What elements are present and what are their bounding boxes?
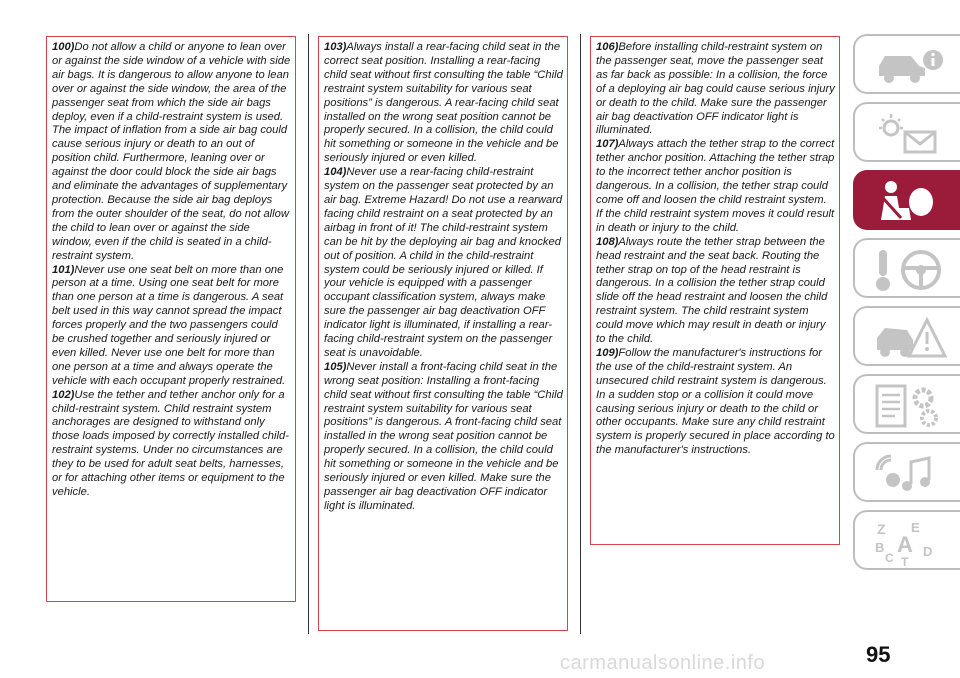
page-number: 95 xyxy=(866,642,891,667)
column-divider xyxy=(580,34,581,634)
car-warning-triangle-icon xyxy=(871,314,951,362)
alphabetical-index-icon xyxy=(871,518,951,566)
svg-text:Z: Z xyxy=(877,521,886,537)
tab-index[interactable] xyxy=(853,510,960,570)
watermark: carmanualsonline.info xyxy=(560,652,766,674)
airbag-seatbelt-icon xyxy=(871,178,951,226)
svg-text:C: C xyxy=(885,551,894,565)
tab-dashboard-lights[interactable] xyxy=(853,102,960,162)
svg-text:E: E xyxy=(911,520,920,535)
warning-105: 105)Never install a front-facing child seat in the wrong seat position: Installing a front-facing child seat without first consulting the table “Child restraint system suitability for various seat positions” is dangerous. A front-facing child seat installed in the wrong seat position cannot be properly secured. In a collision, the child could hit something or someone in the vehicle and be seriously injured or even killed. Make sure the passenger air bag deactivation OFF indicator light is illuminated. xyxy=(324,360,563,512)
warning-108: 108)Always route the tether strap between the head restraint and the seat back. Routing the tether strap on top of the head restraint is dangerous. In a collision the tether strap could slide off the head restraint and loosen the child restraint system. The child restraint system could move which may result in death or injury to the child. xyxy=(596,235,828,346)
warning-box-column-3 xyxy=(590,36,840,545)
warning-107: 107)Always attach the tether strap to the correct tether anchor position. Attaching the tether strap to the incorrect tether anchor position is dangerous. In a collision, the tether strap could come off and loosen the child restraint system. If the child restraint system moves it could result in death or injury to the child. xyxy=(596,138,835,234)
key-steering-wheel-icon xyxy=(871,246,951,294)
warning-103: 103)Always install a rear-facing child seat in the correct seat position. Installing a rear-facing child seat without first consulting the table “Child restraint system suitability for various seat positions” is dangerous. A rear-facing child seat installed on the wrong seat position cannot be properly secured. In a collision, the child could hit something or someone in the vehicle and be seriously injured or even killed. xyxy=(324,41,563,165)
tab-car-info[interactable] xyxy=(853,34,960,94)
warning-102: 102)Use the tether and tether anchor only for a child-restraint system. Child restraint system anchorages are designed to withstand only those loads imposed by correctly installed child-restraint systems. Under no circumstances are they to be used for adult seat belts, harnesses, or for attaching other items or equipment to the vehicle. xyxy=(52,388,289,498)
maintenance-gear-icon xyxy=(871,382,951,430)
svg-text:T: T xyxy=(901,555,909,566)
svg-text:B: B xyxy=(875,540,885,555)
svg-text:D: D xyxy=(923,544,933,559)
warning-box-column-1 xyxy=(46,36,296,602)
warning-109: 109)Follow the manufacturer's instructions for the use of the child-restraint system. An unsecured child restraint system is dangerous. In a sudden stop or a collision it could move causing serious injury or death to the child or other occupants. Make sure any child restraint system is properly secured in place according to the manufacturer's instructions. xyxy=(596,346,835,457)
warning-104: 104)Never use a rear-facing child-restraint system on the passenger seat protected by an air bag. Extreme Hazard! Do not use a rearward facing child restraint on a seat protected by an airbag in front of it! The child-restraint system can be hit by the deploying air bag and knocked out of position. A child in the child-restraint system could be seriously injured or killed. If your vehicle is equipped with a passenger occupant classification system, always make sure the passenger air bag deactivation OFF indicator light is illuminated, if installing a rear-facing child-restraint system on the passenger seat is unavoidable. xyxy=(324,166,563,359)
tab-starting-driving[interactable] xyxy=(853,238,960,298)
warning-101: 101)Never use one seat belt on more than one person at a time. Using one seat belt for more than one person at a time is dangerous. A seat belt used in this way cannot spread the impact forces properly and the two passengers could be crushed together and seriously injured or even killed. Never use one belt for more than one person at a time and always operate the vehicle with each occupant properly restrained. xyxy=(52,263,286,387)
tab-multimedia[interactable] xyxy=(853,442,960,502)
tab-maintenance[interactable] xyxy=(853,374,960,434)
tab-emergency[interactable] xyxy=(853,306,960,366)
column-divider xyxy=(308,34,309,634)
warning-100: 100)Do not allow a child or anyone to lean over or against the side window of a vehicle with side air bags. It is dangerous to allow anyone to lean over or against the side window, the area of the passenger seat from which the side air bags deploy, even if a child-restraint system is used. The impact of inflation from a side air bag could cause serious injury or death to an out of position child. Furthermore, leaning over or against the door could block the side air bags and eliminate the advantages of supplementary protection. Because the side air bag deploys from the outer shoulder of the seat, do not allow the child to lean over or against the side window, even if the child is seated in a child-restraint system. xyxy=(52,41,291,262)
warning-106: 106)Before installing child-restraint system on the passenger seat, move the passenger seat as far back as possible: In a collision, the force of a deploying air bag could cause serious injury or death to the child. Make sure the passenger air bag deactivation OFF indicator light is illuminated. xyxy=(596,41,835,137)
svg-text:A: A xyxy=(897,532,913,557)
car-info-icon xyxy=(871,42,951,90)
multimedia-music-icon xyxy=(871,450,951,498)
dashboard-lights-icon xyxy=(871,110,951,158)
tab-safety[interactable] xyxy=(853,170,960,230)
warning-box-column-2 xyxy=(318,36,568,631)
